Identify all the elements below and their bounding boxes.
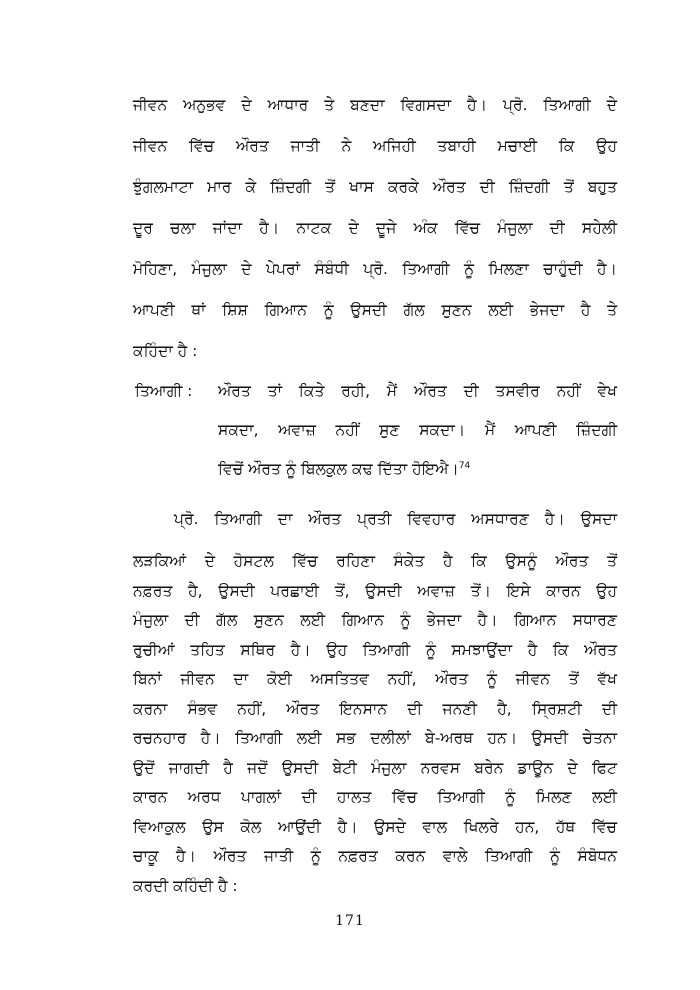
- paragraph2-line-3: ਨਫ਼ਰਤ ਹੈ, ਉਸਦੀ ਪਰਛਾਈ ਤੋਂ, ਉਸਦੀ ਅਵਾਜ਼ ਤੋਂ। ਇਸੇ ਕਾਰਨ ਉਹ: [133, 582, 617, 600]
- quote-line-3-text: ਵਿਚੋਂ ਔਰਤ ਨੂੰ ਬਿਲਕੁਲ ਕਢ ਦਿੱਤਾ ਹੋਇਐ।: [218, 460, 459, 478]
- paragraph2-line-8: ਰਚਨਹਾਰ ਹੈ। ਤਿਆਗੀ ਲਈ ਸਭ ਦਲੀਲਾਂ ਬੇ-ਅਰਥ ਹਨ। ਉਸਦੀ ਚੇਤਨਾ: [133, 729, 617, 747]
- page-number: 171: [335, 913, 365, 929]
- paragraph2-line-2: ਲੜਕਿਆਂ ਦੇ ਹੋਸਟਲ ਵਿੱਚ ਰਹਿਣਾ ਸੰਕੇਤ ਹੈ ਕਿ ਉਸਨੂੰ ਔਰਤ ਤੋਂ: [133, 552, 617, 570]
- paragraph2-line-12: ਚਾਕੂ ਹੈ। ਔਰਤ ਜਾਤੀ ਨੂੰ ਨਫ਼ਰਤ ਕਰਨ ਵਾਲੇ ਤਿਆਗੀ ਨੂੰ ਸੰਬੋਧਨ: [133, 847, 617, 865]
- paragraph2-line-6: ਬਿਨਾਂ ਜੀਵਨ ਦਾ ਕੋਈ ਅਸਤਿਤਵ ਨਹੀਂ, ਔਰਤ ਨੂੰ ਜੀਵਨ ਤੋਂ ਵੱਖ: [133, 670, 617, 688]
- footnote-reference: 74: [458, 460, 471, 471]
- paragraph2-line-9: ਉਦੋਂ ਜਾਗਦੀ ਹੈ ਜਦੋਂ ਉਸਦੀ ਬੇਟੀ ਮੰਜੁਲਾ ਨਰਵਸ ਬਰੇਨ ਡਾਊਨ ਦੇ ਫਿਟ: [133, 759, 617, 777]
- quote-speaker: ਤਿਆਗੀ :: [135, 382, 193, 400]
- quote-line-3: [218, 459, 470, 479]
- paragraph1-line-5: ਮੋਹਿਣਾ, ਮੰਜੁਲਾ ਦੇ ਪੇਪਰਾਂ ਸੰਬੰਧੀ ਪ੍ਰੋ. ਤਿਆਗੀ ਨੂੰ ਮਿਲਣਾ ਚਾਹੁੰਦੀ ਹੈ।: [133, 260, 617, 278]
- paragraph1-line-1: ਜੀਵਨ ਅਨੁਭਵ ਦੇ ਆਧਾਰ ਤੇ ਬਣਦਾ ਵਿਗਸਦਾ ਹੈ। ਪ੍ਰੋ. ਤਿਆਗੀ ਦੇ: [133, 96, 617, 114]
- paragraph1-line-6: ਆਪਣੀ ਥਾਂ ਸ਼ਿਸ਼ ਗਿਆਨ ਨੂੰ ਉਸਦੀ ਗੱਲ ਸੁਣਨ ਲਈ ਭੇਜਦਾ ਹੈ ਤੇ: [133, 301, 617, 319]
- paragraph2-line-11: ਵਿਆਕੁਲ ਉਸ ਕੋਲ ਆਉਂਦੀ ਹੈ। ਉਸਦੇ ਵਾਲ ਖਿਲਰੇ ਹਨ, ਹੱਥ ਵਿੱਚ: [133, 818, 617, 836]
- quote-line-2: ਸਕਦਾ, ਅਵਾਜ਼ ਨਹੀਂ ਸੁਣ ਸਕਦਾ। ਮੈਂ ਆਪਣੀ ਜ਼ਿੰਦਗੀ: [218, 421, 617, 439]
- quote-line-1: ਔਰਤ ਤਾਂ ਕਿਤੇ ਰਹੀ, ਮੈਂ ਔਰਤ ਦੀ ਤਸਵੀਰ ਨਹੀਂ ਵੇਖ: [218, 382, 617, 400]
- paragraph2-line-10: ਕਾਰਨ ਅਰਧ ਪਾਗਲਾਂ ਦੀ ਹਾਲਤ ਵਿੱਚ ਤਿਆਗੀ ਨੂੰ ਮਿਲਣ ਲਈ: [133, 788, 617, 806]
- paragraph1-line-4: ਦੂਰ ਚਲਾ ਜਾਂਦਾ ਹੈ। ਨਾਟਕ ਦੇ ਦੂਜੇ ਅੰਕ ਵਿੱਚ ਮੰਜੁਲਾ ਦੀ ਸਹੇਲੀ: [133, 219, 617, 237]
- paragraph1-line-7: ਕਹਿੰਦਾ ਹੈ :: [133, 342, 198, 360]
- paragraph2-line-7: ਕਰਨਾ ਸੰਭਵ ਨਹੀਂ, ਔਰਤ ਇਨਸਾਨ ਦੀ ਜਨਣੀ ਹੈ, ਸ੍ਰਿਸ਼ਟੀ ਦੀ: [133, 700, 617, 718]
- paragraph2-line-13: ਕਰਦੀ ਕਹਿੰਦੀ ਹੈ :: [133, 877, 238, 895]
- paragraph2-line-4: ਮੰਜੁਲਾ ਦੀ ਗੱਲ ਸੁਣਨ ਲਈ ਗਿਆਨ ਨੂੰ ਭੇਜਦਾ ਹੈ। ਗਿਆਨ ਸਧਾਰਣ: [133, 611, 617, 629]
- paragraph2-line-1: ਪ੍ਰੋ. ਤਿਆਗੀ ਦਾ ਔਰਤ ਪ੍ਰਤੀ ਵਿਵਹਾਰ ਅਸਧਾਰਣ ਹੈ। ਉਸਦਾ: [174, 510, 617, 528]
- paragraph2-line-5: ਰੁਚੀਆਂ ਤਹਿਤ ਸਥਿਰ ਹੈ। ਉਹ ਤਿਆਗੀ ਨੂੰ ਸਮਝਾਉਂਦਾ ਹੈ ਕਿ ਔਰਤ: [133, 641, 617, 659]
- paragraph1-line-3: ਝੁੰਗਲਮਾਟਾ ਮਾਰ ਕੇ ਜ਼ਿੰਦਗੀ ਤੋਂ ਖਾਸ ਕਰਕੇ ਔਰਤ ਦੀ ਜ਼ਿੰਦਗੀ ਤੋਂ ਬਹੁਤ: [133, 178, 617, 196]
- paragraph1-line-2: ਜੀਵਨ ਵਿੱਚ ਔਰਤ ਜਾਤੀ ਨੇ ਅਜਿਹੀ ਤਬਾਹੀ ਮਚਾਈ ਕਿ ਉਹ: [133, 137, 617, 155]
